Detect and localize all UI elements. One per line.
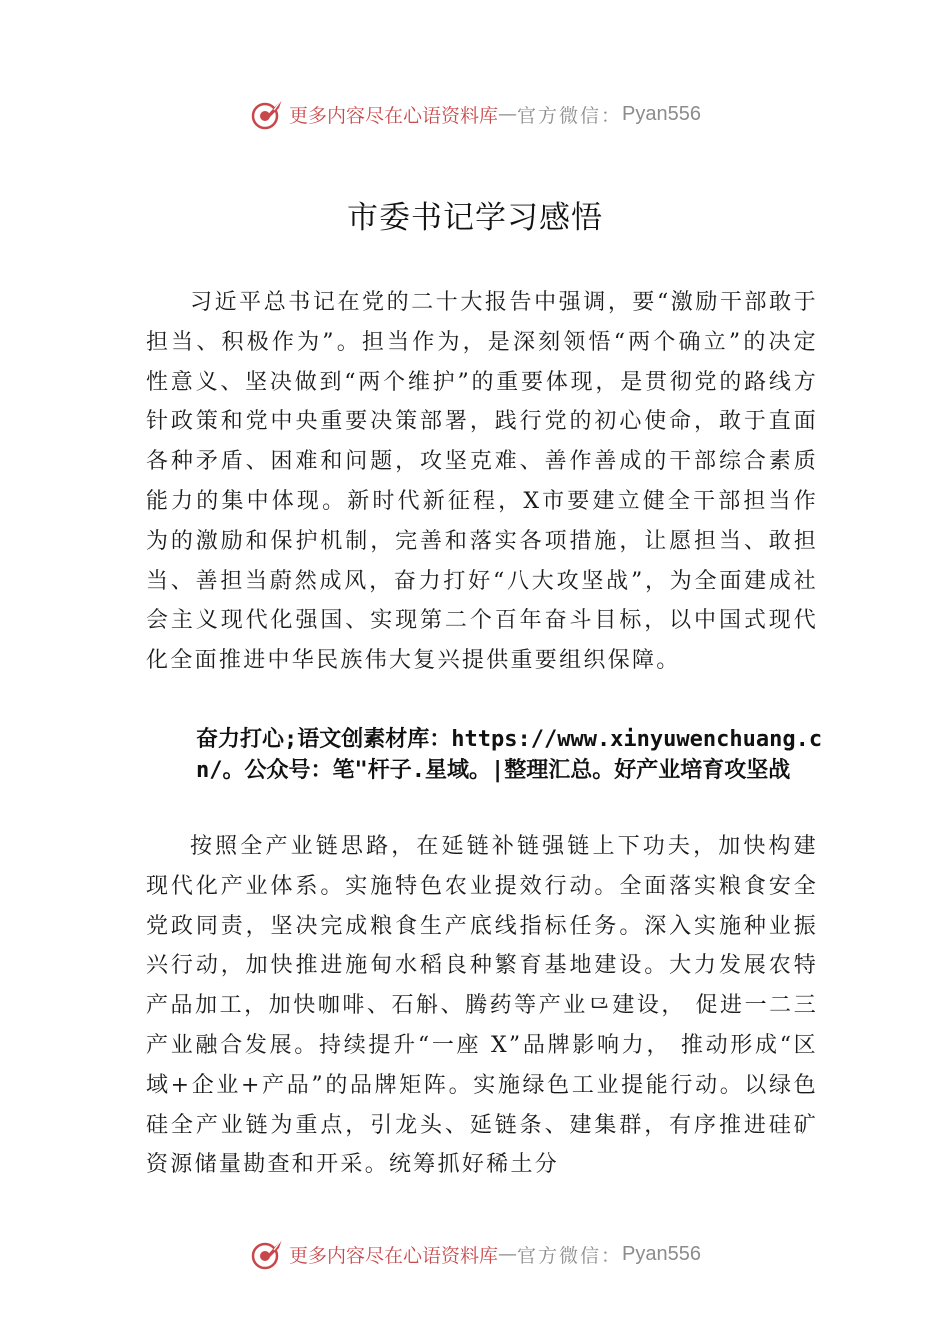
- section-heading: 奋力打心;语文创素材库：https://www.xinyuwenchuang.cn/。公众号：笔"杆子.星域。|整理汇总。好产业培育攻坚战: [196, 727, 823, 783]
- paragraph-industry: 按照全产业链思路，在延链补链强链上下功夫，加快构建现代化产业体系。实施特色农业提效行动。全面落实粮食安全党政同责，坚决完成粮食生产底线指标任务。深入实施种业振兴行动，加快推进施甸水稻良种繁育基地建设。大力发展农特产品加工，加快咖啡、石斛、腾药等产业⺋建设， 促进一二三产业融合发展。持续提升“一座 X”品牌影响力， 推动形成“区域+企业+产品”的品牌矩阵。实施绿色工业提能行动。以绿色硅全产业链为重点，引龙头、延链条、建集群，有序推进硅矿资源储量勘查和开采。统筹抓好稀土分: [146, 834, 818, 1178]
- banner-dash: —: [498, 1243, 518, 1265]
- banner-wechat-id: Pyan556: [622, 1242, 701, 1265]
- footer-banner: [0, 1232, 950, 1276]
- quill-logo-icon: [249, 96, 285, 132]
- quill-logo-icon: [249, 1236, 285, 1272]
- banner-wechat-label: 官方微信：: [517, 1244, 623, 1267]
- header-banner: [0, 92, 950, 136]
- banner-slogan: 更多内容尽在心语资料库: [289, 1244, 499, 1267]
- document-title: 市委书记学习感悟: [347, 200, 603, 236]
- banner-wechat-id: Pyan556: [622, 102, 701, 125]
- banner-slogan: 更多内容尽在心语资料库: [289, 104, 499, 127]
- banner-wechat-label: 官方微信：: [517, 104, 623, 127]
- paragraph-intro: 习近平总书记在党的二十大报告中强调，要“激励干部敢于担当、积极作为”。担当作为，是深刻领悟“两个确立”的决定性意义、坚决做到“两个维护”的重要体现，是贯彻党的路线方针政策和党中央重要决策部署，践行党的初心使命，敢于直面各种矛盾、困难和问题，攻坚克难、善作善成的干部综合素质能力的集中体现。新时代新征程，X市要建立健全干部担当作为的激励和保护机制，完善和落实各项措施，让愿担当、敢担当、善担当蔚然成风，奋力打好“八大攻坚战”，为全面建成社会主义现代化强国、实现第二个百年奋斗目标，以中国式现代化全面推进中华民族伟大复兴提供重要组织保障。: [146, 290, 818, 674]
- banner-dash: —: [498, 103, 518, 125]
